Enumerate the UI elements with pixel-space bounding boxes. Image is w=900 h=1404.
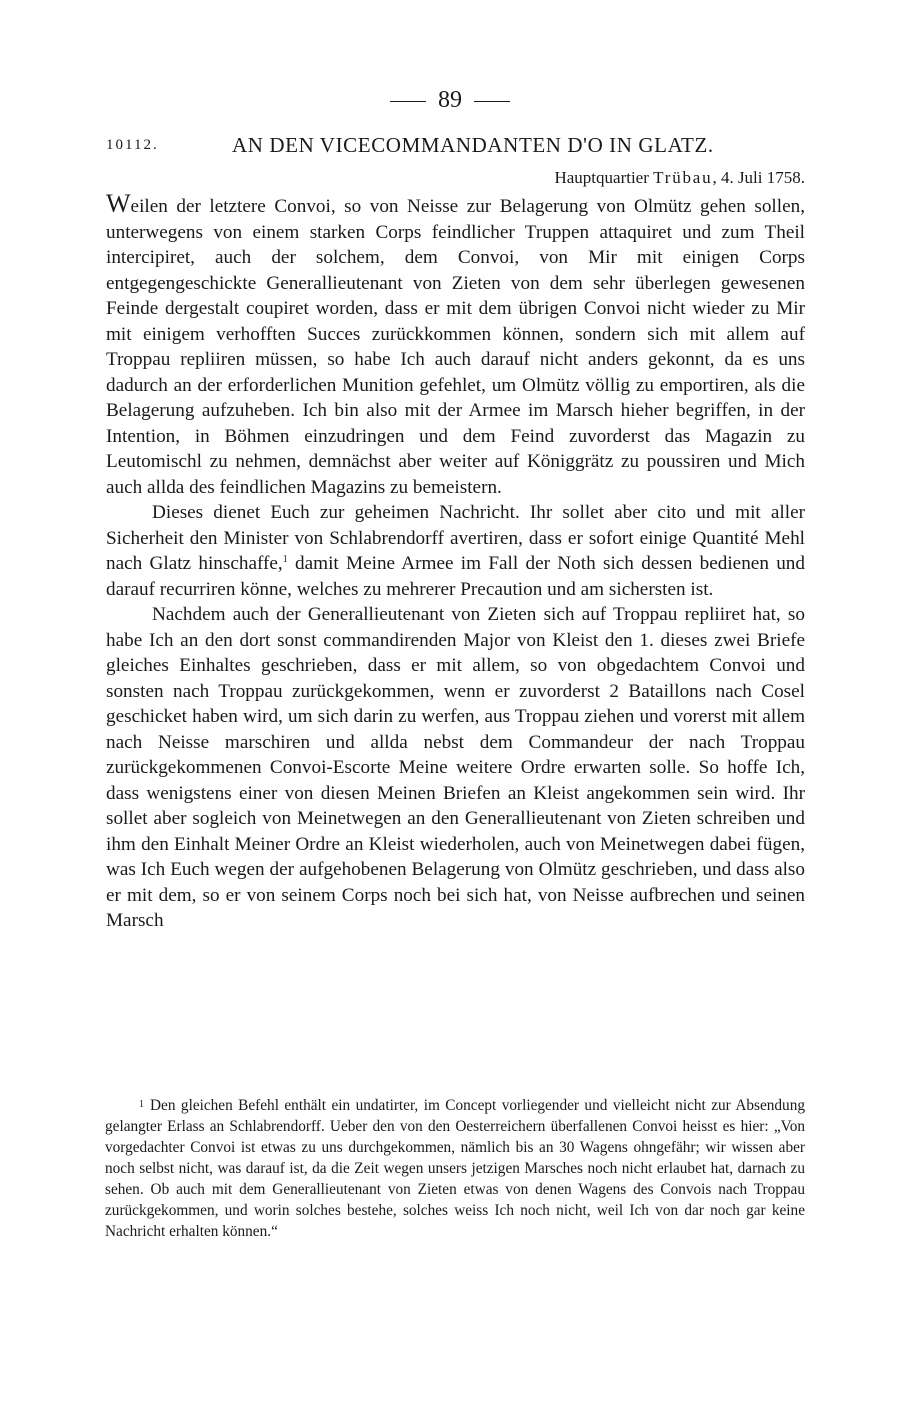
footnote-reference[interactable]: 1 [282,554,288,565]
paragraph-1: Weilen der letztere Convoi, so von Neisse zur Belagerung von Olmütz gehen sollen, unterwegens von einem starken Corps feindlicher Truppen attaquiret und zum Theil intercipiret, auch der solchem, dem Convoi, von Mir mit einigen Corps entgegengeschickte Generallieutenant von Zieten von dem sehr überlegen gewesenen Feinde dergestalt coupiret worden, dass er mit dem übrigen Convoi nicht wieder zu Mir mit einigem verhofften Succes zurückkommen können, sondern sich mit allem auf Troppau repliiren müssen, so habe Ich auch darauf nicht anders gekonnt, da es uns dadurch an der erforderlichen Munition gefehlet, um Olmütz völlig zu emportiren, als die Belagerung aufzuheben. Ich bin also mit der Armee im Marsch hieher begriffen, in der Intention, in Böhmen einzudringen und dem Feind zuvorderst das Magazin zu Leutomischl zu nehmen, demnächst aber weiter auf Königgrätz zu poussiren und Mich auch allda des feindlichen Magazins zu bemeistern. [106,189,805,498]
right-dash [474,101,510,102]
dateline-date: , 4. Juli 1758. [712,168,805,187]
dateline-place: Trübau [653,168,713,187]
letter-header [106,133,806,161]
left-dash [390,101,426,102]
paragraph-3: Nachdem auch der Generallieutenant von Zieten sich auf Troppau repliiret hat, so habe Ich an den dort sonst commandirenden Major von Kleist den 1. dieses zwei Briefe gleiches Einhaltes geschrieben, dass er mit allem, so von obgedachtem Convoi und sonsten nach Troppau zurückgekommen, wenn er zuvorderst 2 Bataillons nach Cosel geschicket haben wird, um sich darin zu werfen, aus Troppau ziehen und vorerst mit allem nach Neisse marschiren und allda nebst dem Commandeur der nach Troppau zurückgekommenen Convoi-Escorte Meine weitere Ordre erwarten solle. So hoffe Ich, dass wenigstens einer von diesen Meinen Briefen an Kleist angekommen sein wird. Ihr sollet aber sogleich von Meinetwegen an den Generallieutenant von Zieten schreiben und ihm den Einhalt Meiner Ordre an Kleist wiederholen, auch von Meinetwegen dabei fügen, was Ich Euch wegen der aufgehobenen Belagerung von Olmütz geschrieben, und dass also er mit dem, so er von seinem Corps noch bei sich hat, von Neisse aufbrechen und seinen Marsch [106,604,805,931]
footnote-text: Den gleichen Befehl enthält ein undatirter, im Concept vorliegender und vielleicht nicht zur Absendung gelangter Erlass an Schlabrendorff. Ueber den von den Oesterreichern überfallenen Convoi heisst es hier: „Von vorgedachter Convoi ist etwas zu uns durchgekommen, nämlich bis an 30 Wagens ohngefähr; wir wissen aber noch selbst nicht, was darauf ist, da die Zeit wegen unsers jetzigen Marsches noch nicht erlaubet hat, darnach zu sehen. Ob auch mit dem Generallieutenant von Zieten etwas von denen Wagens des Convois nach Troppau zurückgekommen, und worin solches bestehe, solches weiss Ich noch nicht, weil Ich von dar noch gar keine Nachricht erhalten können.“ [105,1097,805,1240]
dateline [554,168,805,188]
dateline-prefix: Hauptquartier [554,168,649,187]
footnote-mark: 1 [139,1099,144,1110]
paragraph-2-end: damit Meine Armee im Fall der Noth sich dessen bedienen und darauf recurriren könne, welches zu mehrerer Precaution und am sichersten ist. [106,553,805,600]
letter-title: AN DEN VICECOMMANDANTEN D'O IN GLATZ. [232,133,714,157]
letter-number: 10112. [106,137,159,153]
page-number: 89 [438,87,462,113]
footnote [105,1094,805,1242]
letter-body [106,191,805,934]
paragraph-2 [106,500,805,602]
page-number-line [0,86,900,114]
paragraph-2-start: Dieses dienet Euch zur geheimen Nachricht. Ihr sollet aber cito und mit aller Sicherheit den Minister von Schlabrendorff avertiren, dass er sofort einige Quantité Mehl nach Glatz hinschaffe, [106,502,805,574]
